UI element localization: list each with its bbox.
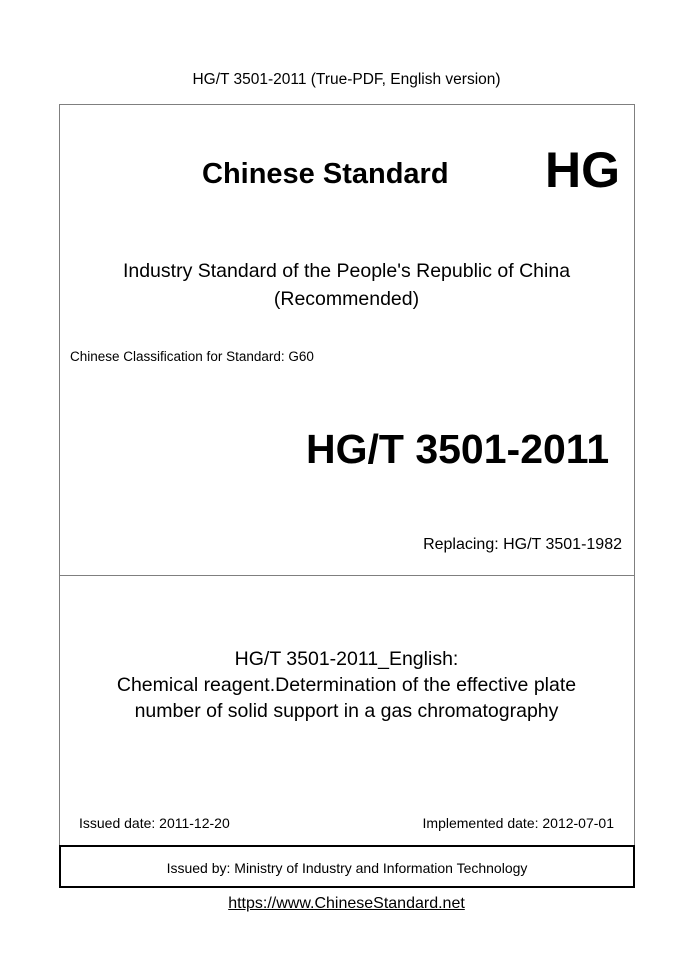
website-link[interactable]: https://www.ChineseStandard.net xyxy=(228,895,465,912)
document-title-line-1: HG/T 3501-2011_English: xyxy=(234,648,459,670)
standard-number: HG/T 3501-2011 xyxy=(306,426,610,472)
chinese-standard-title: Chinese Standard xyxy=(202,158,449,190)
industry-line-1: Industry Standard of the People's Republic of China xyxy=(122,260,571,282)
section-divider xyxy=(60,575,634,576)
issuer-box xyxy=(59,845,635,888)
standard-code-hg: HG xyxy=(545,142,620,198)
document-title-line-3: number of solid support in a gas chromatography xyxy=(134,700,559,722)
document-title xyxy=(0,646,693,724)
cover-frame xyxy=(59,104,635,887)
page-header: HG/T 3501-2011 (True-PDF, English version) xyxy=(192,71,501,88)
issuer-text: Issued by: Ministry of Industry and Information Technology xyxy=(166,860,528,876)
issued-date: Issued date: 2011-12-20 xyxy=(79,815,230,831)
document-title-line-2: Chemical reagent.Determination of the effective plate xyxy=(116,674,577,696)
industry-line-2: (Recommended) xyxy=(273,288,420,310)
implemented-date: Implemented date: 2012-07-01 xyxy=(422,815,614,831)
industry-standard-description xyxy=(0,257,693,313)
replacing-text: Replacing: HG/T 3501-1982 xyxy=(423,536,622,553)
classification-text: Chinese Classification for Standard: G60 xyxy=(70,349,314,364)
website xyxy=(0,894,693,914)
